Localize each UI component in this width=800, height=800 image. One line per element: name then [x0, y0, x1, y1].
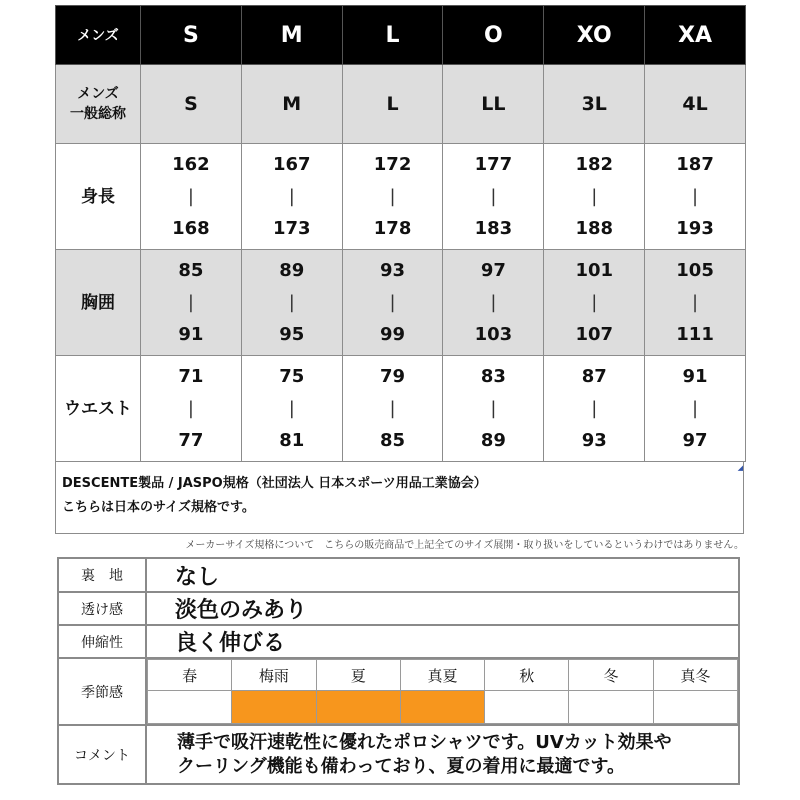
range-separator: | [692, 185, 699, 207]
range-separator: | [490, 291, 497, 313]
waist-range-cell [544, 356, 645, 462]
stretch-value: 良く伸びる [146, 625, 739, 658]
height-max: 193 [676, 217, 714, 239]
season-mark-empty [653, 691, 737, 724]
waist-min: 83 [480, 365, 506, 387]
comment-row [58, 725, 739, 784]
waist-max: 93 [581, 429, 607, 451]
range-separator: | [288, 397, 295, 419]
height-min: 182 [575, 153, 614, 175]
general-size: LL [443, 65, 544, 144]
chest-range-cell [544, 250, 645, 356]
size-code: O [443, 6, 544, 65]
height-row [56, 144, 746, 250]
resize-corner-icon: ◢ [737, 464, 743, 472]
maker-size-disclaimer: メーカーサイズ規格について こちらの販売商品で上記全てのサイズ展開・取り扱いをしているというわけではありません。 [185, 540, 744, 551]
waist-max: 89 [480, 429, 506, 451]
waist-range-cell [443, 356, 544, 462]
season-mark-empty [485, 691, 569, 724]
chest-range-cell [241, 250, 342, 356]
range-separator: | [389, 291, 396, 313]
season-name: 夏 [316, 660, 400, 691]
size-code: L [342, 6, 443, 65]
height-max: 178 [373, 217, 412, 239]
comment-line2: クーリング機能も備わっており、夏の着用に最適です。 [177, 755, 626, 777]
chest-range-cell [443, 250, 544, 356]
chest-range-cell [645, 250, 746, 356]
chest-min: 97 [480, 259, 506, 281]
height-range-cell [544, 144, 645, 250]
waist-range-cell [342, 356, 443, 462]
range-separator: | [288, 291, 295, 313]
height-min: 162 [172, 153, 210, 175]
season-mark-active [400, 691, 484, 724]
lining-value: なし [146, 558, 739, 592]
height-range-cell [241, 144, 342, 250]
stretch-label: 伸縮性 [58, 625, 146, 658]
lining-label: 裏 地 [58, 558, 146, 592]
season-name: 真夏 [400, 660, 484, 691]
size-code: M [241, 6, 342, 65]
size-code: XO [544, 6, 645, 65]
season-name: 冬 [569, 660, 653, 691]
sheerness-label: 透け感 [58, 592, 146, 625]
range-separator: | [389, 397, 396, 419]
season-name: 秋 [485, 660, 569, 691]
waist-min: 79 [380, 365, 406, 387]
waist-range-cell [645, 356, 746, 462]
size-header-row [56, 6, 746, 65]
general-size-label [56, 65, 141, 144]
stretch-row [58, 625, 739, 658]
chest-max: 95 [279, 323, 305, 345]
range-separator: | [591, 185, 598, 207]
height-max: 173 [272, 217, 311, 239]
range-separator: | [389, 185, 396, 207]
height-range-cell [342, 144, 443, 250]
season-label: 季節感 [58, 658, 146, 725]
general-size-label-line1: メンズ [77, 86, 119, 102]
waist-label: ウエスト [56, 356, 141, 462]
size-code: XA [645, 6, 746, 65]
general-size: 3L [544, 65, 645, 144]
season-name: 真冬 [653, 660, 737, 691]
waist-min: 75 [279, 365, 305, 387]
season-row [58, 658, 739, 725]
waist-row [56, 356, 746, 462]
season-grid-cell [146, 658, 739, 725]
range-separator: | [692, 397, 699, 419]
waist-max: 81 [279, 429, 305, 451]
season-mark-empty [148, 691, 232, 724]
chest-range-cell [141, 250, 242, 356]
range-separator: | [288, 185, 295, 207]
general-size-row [56, 65, 746, 144]
size-header-label: メンズ [56, 6, 141, 65]
range-separator: | [187, 397, 194, 419]
comment-line1: 薄手で吸汗速乾性に優れたポロシャツです。UVカット効果や [177, 731, 672, 753]
general-size-label-line2: 一般総称 [70, 106, 126, 122]
range-separator: | [187, 185, 194, 207]
chest-min: 93 [380, 259, 406, 281]
waist-range-cell [141, 356, 242, 462]
general-size: 4L [645, 65, 746, 144]
chest-max: 99 [380, 323, 406, 345]
height-min: 177 [474, 153, 513, 175]
sheerness-row [58, 592, 739, 625]
size-code: S [141, 6, 242, 65]
comment-label: コメント [58, 725, 146, 784]
chest-row [56, 250, 746, 356]
height-max: 188 [575, 217, 614, 239]
lining-row [58, 558, 739, 592]
sheerness-value: 淡色のみあり [146, 592, 739, 625]
season-grid [147, 659, 738, 724]
season-names-row [148, 660, 738, 691]
chest-label: 胸囲 [56, 250, 141, 356]
season-mark-empty [569, 691, 653, 724]
height-range-cell [141, 144, 242, 250]
waist-max: 77 [178, 429, 204, 451]
waist-max: 85 [380, 429, 406, 451]
size-standard-note-line1: DESCENTE製品 / JASPO規格（社団法人 日本スポーツ用品工業協会） [62, 476, 487, 491]
chest-min: 101 [575, 259, 614, 281]
comment-text [146, 725, 739, 784]
height-min: 187 [676, 153, 714, 175]
chest-max: 103 [474, 323, 513, 345]
season-mark-active [232, 691, 316, 724]
chest-max: 111 [676, 323, 714, 345]
season-name: 春 [148, 660, 232, 691]
general-size: S [141, 65, 242, 144]
range-separator: | [187, 291, 194, 313]
chest-min: 105 [676, 259, 714, 281]
fabric-properties-table [57, 557, 740, 785]
height-min: 167 [272, 153, 311, 175]
waist-min: 87 [581, 365, 607, 387]
height-max: 183 [474, 217, 513, 239]
waist-max: 97 [682, 429, 708, 451]
range-separator: | [591, 291, 598, 313]
general-size: L [342, 65, 443, 144]
size-standard-note [55, 462, 744, 534]
range-separator: | [490, 397, 497, 419]
season-name: 梅雨 [232, 660, 316, 691]
season-mark-active [316, 691, 400, 724]
chest-max: 107 [575, 323, 614, 345]
general-size: M [241, 65, 342, 144]
chest-max: 91 [178, 323, 204, 345]
waist-range-cell [241, 356, 342, 462]
range-separator: | [692, 291, 699, 313]
height-label: 身長 [56, 144, 141, 250]
height-range-cell [645, 144, 746, 250]
chest-range-cell [342, 250, 443, 356]
size-chart-table [55, 5, 746, 462]
height-min: 172 [373, 153, 412, 175]
chest-min: 89 [279, 259, 305, 281]
waist-min: 71 [178, 365, 204, 387]
range-separator: | [591, 397, 598, 419]
waist-min: 91 [682, 365, 708, 387]
height-range-cell [443, 144, 544, 250]
size-standard-note-line2: こちらは日本のサイズ規格です。 [62, 500, 255, 515]
season-marks-row [148, 691, 738, 724]
chest-min: 85 [178, 259, 204, 281]
height-max: 168 [172, 217, 210, 239]
range-separator: | [490, 185, 497, 207]
